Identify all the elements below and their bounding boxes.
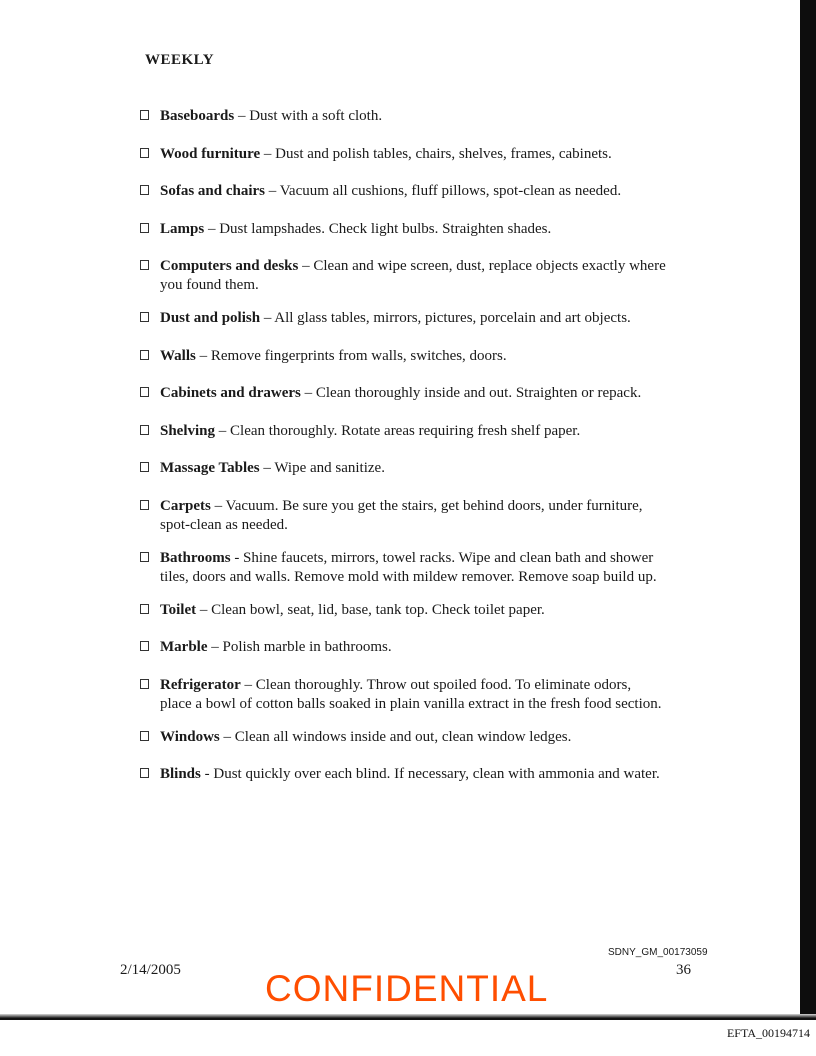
checkbox-icon bbox=[140, 223, 149, 233]
item-description: – Dust and polish tables, chairs, shelves, frames, cabinets. bbox=[260, 145, 612, 162]
checklist-item bbox=[120, 676, 720, 714]
checklist bbox=[120, 107, 720, 803]
item-term: Massage Tables bbox=[160, 460, 260, 476]
checkbox-icon bbox=[140, 148, 149, 158]
scan-edge-right bbox=[800, 0, 816, 1020]
checklist-item bbox=[120, 384, 720, 403]
checkbox-icon bbox=[140, 462, 149, 472]
item-description: – Dust lampshades. Check light bulbs. Straighten shades. bbox=[204, 220, 552, 237]
checkbox-icon bbox=[140, 312, 149, 322]
item-term: Marble bbox=[160, 639, 208, 655]
checkbox-icon bbox=[140, 768, 149, 778]
checklist-item bbox=[120, 257, 720, 295]
item-term: Carpets bbox=[160, 497, 211, 514]
item-term: Refrigerator bbox=[160, 676, 241, 693]
checklist-item bbox=[120, 145, 720, 164]
checkbox-icon bbox=[140, 731, 149, 741]
scan-edge-bottom bbox=[0, 1014, 816, 1020]
checkbox-icon bbox=[140, 679, 149, 689]
checklist-item bbox=[120, 422, 720, 441]
checklist-item bbox=[120, 549, 720, 587]
footer-date: 2/14/2005 bbox=[120, 962, 181, 978]
item-description: – Clean thoroughly. Rotate areas requiring fresh shelf paper. bbox=[215, 422, 581, 439]
item-term: Windows bbox=[160, 728, 220, 745]
checkbox-icon bbox=[140, 350, 149, 360]
item-term: Toilet bbox=[160, 601, 197, 618]
item-term: Wood furniture bbox=[160, 145, 261, 162]
item-description: – Wipe and sanitize. bbox=[259, 460, 385, 476]
checklist-item bbox=[120, 309, 720, 328]
item-description: – Clean and wipe screen, dust, replace objects exactly where bbox=[298, 258, 666, 274]
checklist-item bbox=[120, 107, 720, 126]
item-description: – All glass tables, mirrors, pictures, porcelain and art objects. bbox=[260, 310, 631, 326]
item-description: – Remove fingerprints from walls, switches, doors. bbox=[195, 347, 507, 364]
item-term: Baseboards bbox=[160, 108, 235, 124]
item-term: Walls bbox=[160, 347, 196, 364]
item-term: Cabinets and drawers bbox=[160, 385, 301, 401]
item-term: Shelving bbox=[160, 422, 216, 439]
checklist-item bbox=[120, 601, 720, 620]
item-description: – Clean bowl, seat, lid, base, tank top. Check toilet paper. bbox=[196, 601, 545, 618]
item-description: – Polish marble in bathrooms. bbox=[207, 639, 392, 655]
checkbox-icon bbox=[140, 260, 149, 270]
checklist-item bbox=[120, 182, 720, 201]
item-description: – Clean thoroughly inside and out. Straighten or repack. bbox=[300, 385, 642, 401]
item-term: Lamps bbox=[160, 220, 205, 237]
checklist-item bbox=[120, 497, 720, 535]
checklist-item bbox=[120, 459, 720, 478]
item-description: – Clean all windows inside and out, clean window ledges. bbox=[219, 728, 572, 745]
item-term: Computers and desks bbox=[160, 258, 299, 274]
item-description-continued: place a bowl of cotton balls soaked in plain vanilla extract in the fresh food section. bbox=[160, 695, 662, 712]
item-description-continued: you found them. bbox=[160, 277, 259, 293]
item-term: Dust and polish bbox=[160, 310, 261, 326]
section-heading: WEEKLY bbox=[145, 52, 215, 68]
checklist-item bbox=[120, 347, 720, 366]
page-number: 36 bbox=[676, 962, 691, 978]
item-description: – Vacuum all cushions, fluff pillows, spot-clean as needed. bbox=[265, 183, 622, 199]
item-description-continued: spot-clean as needed. bbox=[160, 516, 288, 533]
checklist-item bbox=[120, 220, 720, 239]
checklist-item bbox=[120, 765, 720, 784]
item-description: - Dust quickly over each blind. If necessary, clean with ammonia and water. bbox=[200, 766, 660, 782]
item-term: Blinds bbox=[160, 766, 201, 782]
checkbox-icon bbox=[140, 185, 149, 195]
item-term: Sofas and chairs bbox=[160, 183, 266, 199]
item-description: – Dust with a soft cloth. bbox=[234, 108, 383, 124]
checklist-item bbox=[120, 728, 720, 747]
bates-number: SDNY_GM_00173059 bbox=[608, 947, 708, 958]
checkbox-icon bbox=[140, 110, 149, 120]
item-description: – Clean thoroughly. Throw out spoiled food. To eliminate odors, bbox=[240, 676, 632, 693]
item-description: – Vacuum. Be sure you get the stairs, get behind doors, under furniture, bbox=[210, 497, 643, 514]
checkbox-icon bbox=[140, 641, 149, 651]
efta-id: EFTA_00194714 bbox=[726, 1026, 810, 1040]
item-term: Bathrooms bbox=[160, 549, 231, 566]
checkbox-icon bbox=[140, 604, 149, 614]
item-description: - Shine faucets, mirrors, towel racks. Wipe and clean bath and shower bbox=[230, 549, 654, 566]
checkbox-icon bbox=[140, 387, 149, 397]
confidential-stamp: CONFIDENTIAL bbox=[265, 968, 549, 1009]
checklist-item bbox=[120, 638, 720, 657]
checkbox-icon bbox=[140, 500, 149, 510]
item-description-continued: tiles, doors and walls. Remove mold with mildew remover. Remove soap build up. bbox=[160, 568, 657, 585]
checkbox-icon bbox=[140, 552, 149, 562]
checkbox-icon bbox=[140, 425, 149, 435]
